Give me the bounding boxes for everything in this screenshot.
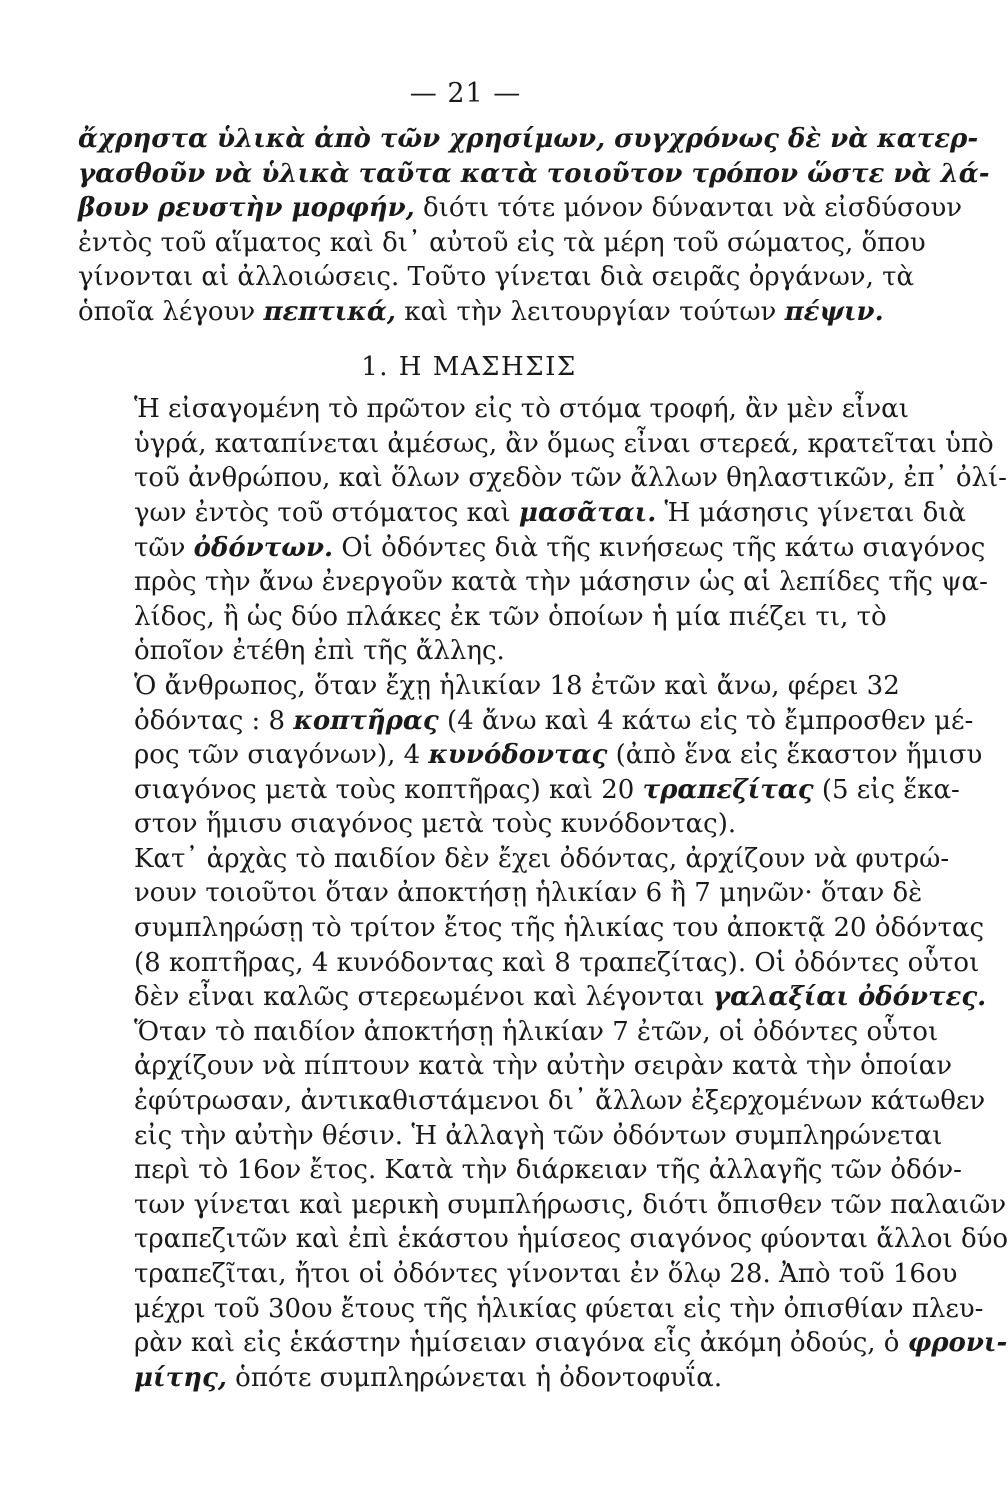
emphasized-term: ἄχρηστα ὑλικὰ ἀπὸ τῶν χρησίμων, συγχρόνως δὲ νὰ κατερ- xyxy=(78,124,979,154)
paragraph-adult-teeth xyxy=(78,669,983,842)
text-segment: ὁπότε συμπληρώνεται ἡ ὀδοντοφυΐα. xyxy=(226,1362,723,1393)
text-line xyxy=(78,1049,953,1084)
text-segment: μέχρι τοῦ 30ου ἔτους τῆς ἡλικίας φύεται εἰς τὴν ὀπισθίαν πλευ- xyxy=(134,1293,984,1324)
text-line xyxy=(78,461,1007,496)
section-title: 1. Η ΜΑΣΗΣΙΣ xyxy=(361,351,577,382)
text-line xyxy=(78,1326,1008,1361)
text-line xyxy=(78,807,860,842)
body-text xyxy=(78,122,1008,1395)
emphasized-term: πέψιν. xyxy=(784,296,884,327)
text-segment: τραπεζιτῶν καὶ ἐπὶ ἑκάστου ἡμίσεος σιαγόνος φύονται ἄλλοι δύο xyxy=(134,1224,1008,1255)
text-line xyxy=(78,1361,860,1396)
text-segment: ὁποῖα λέγουν xyxy=(78,296,264,327)
text-line xyxy=(78,427,994,462)
text-line xyxy=(78,842,950,877)
text-segment: γίνονται αἱ ἀλλοιώσεις. Τοῦτο γίνεται διὰ σειρᾶς ὀργάνων, τὰ xyxy=(78,262,915,293)
text-line xyxy=(78,669,900,704)
text-line xyxy=(78,122,979,157)
text-segment: νουν τοιοῦτοι ὅταν ἀποκτήσῃ ἡλικίαν 6 ἢ 7 μηνῶν· ὅταν δὲ xyxy=(134,878,923,909)
text-segment: σιαγόνος μετὰ τοὺς κοπτῆρας) καὶ 20 xyxy=(134,774,643,805)
text-line xyxy=(78,876,923,911)
text-line xyxy=(78,1153,962,1188)
text-line xyxy=(78,531,986,566)
text-segment: Ὅταν τὸ παιδίον ἀποκτήσῃ ἡλικίαν 7 ἐτῶν, οἱ ὀδόντες οὗτοι xyxy=(134,1016,939,1047)
text-segment: Ἡ εἰσαγομένη τὸ πρῶτον εἰς τὸ στόμα τροφή, ἂν μὲν εἶναι xyxy=(134,394,909,425)
text-line xyxy=(78,911,985,946)
text-segment: Κατ᾿ ἀρχὰς τὸ παιδίον δὲν ἔχει ὀδόντας, ἀρχίζουν νὰ φυτρώ- xyxy=(134,843,950,874)
text-line xyxy=(78,773,960,808)
emphasized-term: γασθοῦν νὰ ὑλικὰ ταῦτα κατὰ τοιοῦτον τρόπον ὥστε νὰ λά- xyxy=(78,158,990,189)
text-line xyxy=(78,1222,1008,1257)
text-segment: πρὸς τὴν ἄνω ἐνεργοῦν κατὰ τὴν μάσησιν ὡς αἱ λεπίδες τῆς ψα- xyxy=(134,567,988,598)
text-line xyxy=(78,1188,1007,1223)
text-segment: ἐφύτρωσαν, ἀντικαθιστάμενοι δι᾿ ἄλλων ἐξερχομένων κάτωθεν xyxy=(134,1086,986,1117)
text-line xyxy=(78,634,860,669)
text-line xyxy=(78,738,983,773)
emphasized-term: γαλαξίαι ὀδόντες. xyxy=(712,982,987,1013)
intro-paragraph xyxy=(78,122,990,330)
emphasized-term: τραπεζίτας xyxy=(642,774,814,805)
emphasized-term: κυνόδοντας xyxy=(428,740,608,771)
text-line xyxy=(78,980,987,1015)
text-line xyxy=(78,392,909,427)
text-segment: Ἡ μάσησις γίνεται διὰ xyxy=(656,497,966,528)
text-segment: καὶ τὴν λειτουργίαν τούτων xyxy=(395,296,785,327)
text-line xyxy=(78,565,988,600)
text-line xyxy=(78,1119,943,1154)
emphasized-term: πεπτικά, xyxy=(263,296,396,327)
text-segment: (5 εἰς ἕκα- xyxy=(813,774,960,805)
text-line xyxy=(78,1015,939,1050)
emphasized-term: μίτης, xyxy=(134,1362,227,1393)
text-segment: ὑγρά, καταπίνεται ἀμέσως, ἂν ὅμως εἶναι στερεά, κρατεῖται ὑπὸ xyxy=(134,428,994,459)
text-segment: στον ἥμισυ σιαγόνος μετὰ τοὺς κυνόδοντας). xyxy=(134,809,737,840)
text-segment: ρος τῶν σιαγόνων), 4 xyxy=(134,740,429,771)
text-line xyxy=(78,1257,958,1292)
text-line xyxy=(78,226,926,261)
emphasized-term: φρονι- xyxy=(907,1328,1008,1359)
text-line xyxy=(78,295,884,330)
text-segment: διότι τότε μόνον δύνανται νὰ εἰσδύσουν xyxy=(414,193,963,224)
text-line xyxy=(78,260,915,295)
text-segment: λίδος, ἢ ὡς δύο πλάκες ἐκ τῶν ὁποίων ἡ μία πιέζει τι, τὸ xyxy=(134,601,887,632)
paragraph-chewing xyxy=(78,392,1007,669)
text-segment: ἀρχίζουν νὰ πίπτουν κατὰ τὴν αὐτὴν σειρὰν κατὰ τὴν ὁποίαν xyxy=(134,1051,953,1082)
text-line xyxy=(78,157,990,192)
text-segment: των γίνεται καὶ μερικὴ συμπλήρωσις, διότι ὄπισθεν τῶν παλαιῶν xyxy=(134,1189,1007,1220)
text-segment: συμπληρώσῃ τὸ τρίτον ἔτος τῆς ἡλικίας του ἀποκτᾷ 20 ὀδόντας xyxy=(134,913,985,944)
text-line xyxy=(78,600,887,635)
text-line xyxy=(78,704,974,739)
emphasized-term: ὀδόντων. xyxy=(193,532,334,563)
emphasized-term: μασᾶται. xyxy=(518,497,657,528)
text-segment: ἐντὸς τοῦ αἵματος καὶ δι᾿ αὐτοῦ εἰς τὰ μέρη τοῦ σώματος, ὅπου xyxy=(78,227,926,258)
emphasized-term: βουν ρευστὴν μορφήν, xyxy=(78,193,415,224)
page-number: — 21 — xyxy=(409,78,522,109)
text-segment: γων ἐντὸς τοῦ στόματος καὶ xyxy=(134,497,519,528)
text-segment: ρὰν καὶ εἰς ἑκάστην ἡμίσειαν σιαγόνα εἷς ἀκόμη ὀδούς, ὁ xyxy=(134,1328,908,1359)
text-segment: τοῦ ἀνθρώπου, καὶ ὅλων σχεδὸν τῶν ἄλλων θηλαστικῶν, ἐπ᾿ ὀλί- xyxy=(134,463,1007,494)
text-segment: (8 κοπτῆρας, 4 κυνόδοντας καὶ 8 τραπεζίτας). Οἱ ὀδόντες οὗτοι xyxy=(134,947,980,978)
text-segment: δὲν εἶναι καλῶς στερεωμένοι καὶ λέγονται xyxy=(134,982,713,1013)
text-line xyxy=(78,191,963,226)
text-segment: περὶ τὸ 16ον ἔτος. Κατὰ τὴν διάρκειαν τῆς ἀλλαγῆς τῶν ὀδόν- xyxy=(134,1155,962,1186)
text-segment: ὁποῖον ἐτέθη ἐπὶ τῆς ἄλλης. xyxy=(134,636,505,667)
paragraph-child-teeth xyxy=(78,842,1008,1396)
text-line xyxy=(78,1084,986,1119)
emphasized-term: κοπτῆρας xyxy=(293,705,439,736)
text-segment: τῶν xyxy=(134,532,194,563)
text-segment: Οἱ ὀδόντες διὰ τῆς κινήσεως τῆς κάτω σιαγόνος xyxy=(333,532,986,563)
text-segment: (4 ἄνω καὶ 4 κάτω εἰς τὸ ἔμπροσθεν μέ- xyxy=(438,705,974,736)
text-segment: (ἀπὸ ἕνα εἰς ἕκαστον ἥμισυ xyxy=(607,740,983,771)
text-line xyxy=(78,1292,984,1327)
text-segment: Ὁ ἄνθρωπος, ὅταν ἔχῃ ἡλικίαν 18 ἐτῶν καὶ ἄνω, φέρει 32 xyxy=(134,670,900,701)
text-line xyxy=(78,946,980,981)
text-line xyxy=(78,496,966,531)
text-segment: ὀδόντας : 8 xyxy=(134,705,294,736)
text-segment: εἰς τὴν αὐτὴν θέσιν. Ἡ ἀλλαγὴ τῶν ὀδόντων συμπληρώνεται xyxy=(134,1120,943,1151)
text-segment: τραπεζῖται, ἤτοι οἱ ὀδόντες γίνονται ἐν ὅλῳ 28. Ἀπὸ τοῦ 16ου xyxy=(134,1259,958,1289)
